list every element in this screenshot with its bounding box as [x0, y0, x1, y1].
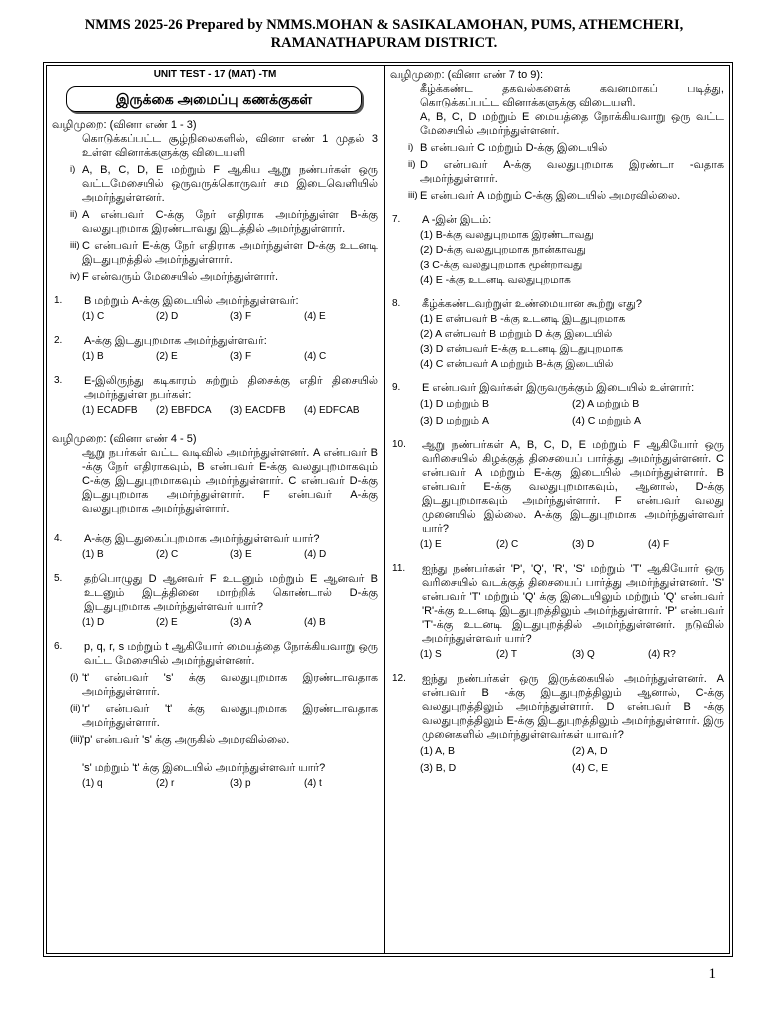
question-6-options: (1) q (2) r (3) p (4) t: [82, 778, 322, 789]
question-4: 4. A-க்கு இடதுகைப்புறமாக அமர்ந்துள்ளவர் யார்?: [54, 533, 320, 545]
question-1: 1. B மற்றும் A-க்கு இடையில் அமர்ந்துள்ளவர்:: [54, 295, 299, 307]
question-9-options: (1) D மற்றும் B (2) A மற்றும் B (3) D மற்றும் A (4) C மற்றும் A: [420, 398, 641, 427]
column-divider: [384, 65, 385, 954]
question-5-options: (1) D (2) E (3) A (4) B: [82, 617, 326, 628]
condition-item: iv) F என்வரும் மேசையில் அமர்ந்துள்ளார்.: [70, 271, 279, 283]
direction-2-heading: வழிமுறை: (வினா எண் 4 - 5): [52, 433, 197, 445]
condition-item: iii) C என்பவர் E-க்கு நேர் எதிராக அமர்ந்துள்ள D-க்கு உடனடி இடதுபுறத்தில் அமர்ந்துள்ளார்.: [70, 240, 378, 266]
question-8: 8. கீழ்க்கண்டவற்றுள் உண்மையான கூற்று எது?: [392, 298, 643, 310]
question-6-condition: (iii) 'p' என்பவர் 's' க்கு அருகில் அமரவில்லை.: [70, 734, 290, 746]
question-10: 10. ஆறு நண்பர்கள் A, B, C, D, E மற்றும் F ஆகியோர் ஒரு வரிசையில் கிழக்குத் திசையைப் பார்த்து அமர்ந்துள்ளனர். C என்பவர் A மற்றும் E-க்கு இடையில் அமர்ந்துள்ளார். B என்பவர் E-க்கு வலதுபுறமாகவும், ஆனால், D-க்கு இடதுபுறமாகவும் அமர்ந்துள்ளார். F என்பவர் வலது முனையில் இல்லை. A-க்கு இடதுபுறமாக அமர்ந்துள்ளவர் யார்?: [392, 439, 724, 535]
question-12: 12. ஐந்து நண்பர்கள் ஒரு இருக்கையில் அமர்ந்துள்ளனர். A என்பவர் B -க்கு இடதுபுறத்திலும் ஆனால், C-க்கு வலதுபுறத்திலும் அமர்ந்துள்ளார். D என்பவர் B -க்கு வலதுபுறத்திலும் E-க்கு இடதுபுறத்திலும் அமர்ந்துள்ளார். இரு முனைகளில் அமர்ந்துள்ளவர்கள் யாவர்?: [392, 673, 724, 741]
condition-item: i) A, B, C, D, E மற்றும் F ஆகிய ஆறு நண்பர்கள் ஒரு வட்டமேசையில் ஒருவருக்கொருவர் சம இடைவெளியில் அமர்ந்துள்ளனர்.: [70, 164, 378, 204]
question-6-condition: (i) 't' என்பவர் 's' க்கு வலதுபுறமாக இரண்டாவதாக அமர்ந்துள்ளார்.: [70, 672, 378, 698]
question-11-options: (1) S (2) T (3) Q (4) R?: [420, 649, 676, 660]
direction-3-text-2: A, B, C, D மற்றும் E மையத்தை நோக்கியவாறு ஒரு வட்ட மேசையில் அமர்ந்துள்ளனர்.: [420, 111, 724, 137]
unit-test-label: UNIT TEST - 17 (MAT) -TM: [153, 69, 277, 80]
question-6-ask: 's' மற்றும் 't' க்கு இடையில் அமர்ந்துள்ளவர் யார்?: [82, 762, 326, 774]
direction-3-heading: வழிமுறை: (வினா எண் 7 to 9):: [390, 69, 544, 81]
question-3-options: (1) ECADFB (2) EBFDCA (3) EACDFB (4) EDFCAB: [82, 405, 360, 416]
question-10-options: (1) E (2) C (3) D (4) F: [420, 539, 670, 550]
document-header: [0, 16, 768, 52]
direction-1-text: கொடுக்கப்பட்ட சூழ்நிலைகளில், வினா எண் 1 முதல் 3 உள்ள வினாக்களுக்கு விடையளி: [82, 133, 378, 159]
question-8-options: (1) E என்பவர் B -க்கு உடனடி இடதுபுறமாக (2) A என்பவர் B மற்றும் D க்கு இடையில் (3) D என்பவர் E-க்கு உடனடி இடதுபுறமாக (4) C என்பவர் A மற்றும் B-க்கு இடையில்: [420, 313, 626, 370]
question-3: 3. E-இலிருந்து கடிகாரம் சுற்றும் திசைக்கு எதிர் திசையில் அமர்ந்துள்ள நபர்கள்:: [54, 375, 378, 401]
header-line-1: NMMS 2025-26 Prepared by NMMS.MOHAN & SASIKALAMOHAN, PUMS, ATHEMCHERI,: [84, 17, 684, 33]
page-number: 1: [708, 966, 716, 982]
question-4-options: (1) B (2) C (3) E (4) D: [82, 549, 327, 560]
condition-item: ii) A என்பவர் C-க்கு நேர் எதிராக அமர்ந்துள்ள B-க்கு வலதுபுறமாக இரண்டாவது இடத்தில் அமர்ந்துள்ளார்.: [70, 209, 378, 235]
direction-3-text: கீழ்க்கண்ட தகவல்களைக் கவனமாகப் படித்து, கொடுக்கப்பட்ட வினாக்களுக்கு விடையளி.: [420, 83, 724, 109]
header-line-2: RAMANATHAPURAM DISTRICT.: [270, 35, 498, 51]
question-6: 6. p, q, r, s மற்றும் t ஆகியோர் மையத்தை நோக்கியவாறு ஒரு வட்ட மேசையில் அமர்ந்துள்ளனர்.: [54, 641, 378, 667]
left-column: [52, 68, 378, 791]
question-9: 9. E என்பவர் இவர்கள் இருவருக்கும் இடையில் உள்ளார்:: [392, 382, 695, 394]
direction-2-text: ஆறு நபர்கள் வட்ட வடிவில் அமர்ந்துள்ளனர். A என்பவர் B -க்கு நேர் எதிராகவும், B என்பவர் E-க்கு வலதுபுறமாகவும் C-க்கு இடதுபுறமாகவும் அமர்ந்துள்ளார். C என்பவர் D-க்கு இடதுபுறமாக அமர்ந்துள்ளார். F என்பவர் A-க்கு வலதுபுறமாக அமர்ந்துள்ளார்.: [82, 447, 378, 515]
question-5: 5. தற்பொழுது D ஆனவர் F உடனும் மற்றும் E ஆனவர் B உடனும் இடத்தினை மாற்றிக் கொண்டால் D-க்கு இடதுபுறமாக அமர்ந்துள்ளவர் யார்?: [54, 573, 378, 613]
condition-item: ii) D என்பவர் A-க்கு வலதுபுறமாக இரண்டா -வதாக அமர்ந்துள்ளார்.: [408, 159, 724, 185]
right-column: [390, 68, 724, 775]
question-1-options: (1) C (2) D (3) F (4) E: [82, 311, 326, 322]
question-11: 11. ஐந்து நண்பர்கள் 'P', 'Q', 'R', 'S' மற்றும் 'T' ஆகியோர் ஒரு வரிசையில் வடக்குத் திசையைப் பார்த்து அமர்ந்துள்ளனர். 'S' என்பவர் 'T' மற்றும் 'Q' க்கு இடையிலும் மற்றும் 'Q' என்பவர் 'R'-க்கு உடனடி இடதுபுறத்திலும் அமர்ந்துள்ளார். 'P' என்பவர் 'T'-க்கு உடனடி இடதுபுறத்தில் அமர்ந்துள்ளனர். நடுவில் அமர்ந்துள்ளவர் யார்?: [392, 563, 724, 645]
question-6-condition: (ii) 'r' என்பவர் 't' க்கு வலதுபுறமாக இரண்டாவதாக அமர்ந்துள்ளார்.: [70, 703, 378, 729]
question-7-options: (1) B-க்கு வலதுபுறமாக இரண்டாவது (2) D-க்கு வலதுபுறமாக நான்காவது (3 C-க்கு வலதுபுறமாக மூன்றாவது (4) E -க்கு உடனடி வலதுபுறமாக: [420, 229, 594, 286]
question-2: 2. A-க்கு இடதுபுறமாக அமர்ந்துள்ளவர்:: [54, 335, 267, 347]
condition-item: i) B என்பவர் C மற்றும் D-க்கு இடையில்: [408, 142, 608, 154]
question-7: 7. A -இன் இடம்:: [392, 214, 492, 226]
question-12-options: (1) A, B (2) A, D (3) B, D (4) C, E: [420, 745, 609, 774]
condition-item: iii) E என்பவர் A மற்றும் C-க்கு இடையில் அமரவில்லை.: [408, 190, 681, 202]
question-2-options: (1) B (2) E (3) F (4) C: [82, 351, 327, 362]
direction-1-heading: வழிமுறை: (வினா எண் 1 - 3): [52, 119, 197, 131]
page-title: இருக்கை அமைப்பு கணக்குகள்: [66, 86, 362, 112]
